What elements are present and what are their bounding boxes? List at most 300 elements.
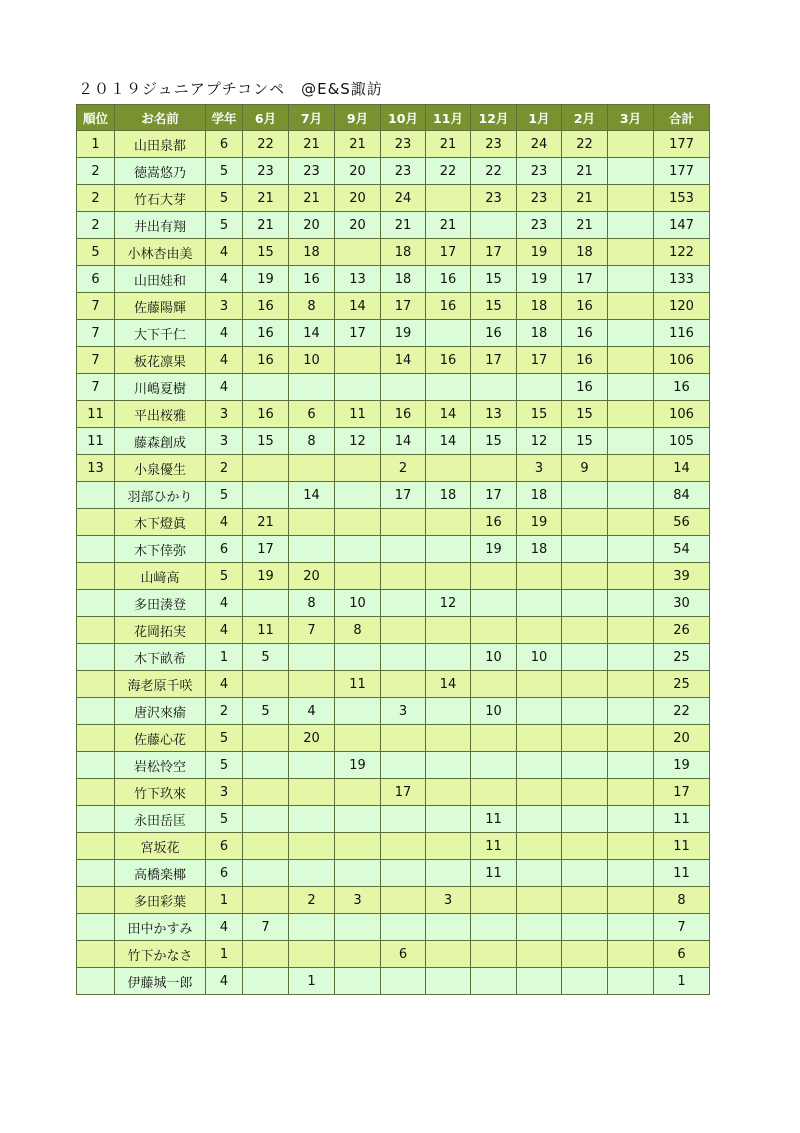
cell-oct: 19 bbox=[381, 320, 426, 347]
cell-mar bbox=[608, 563, 654, 590]
cell-nov: 16 bbox=[426, 266, 471, 293]
cell-mar bbox=[608, 698, 654, 725]
cell-name: 唐沢來瘉 bbox=[115, 698, 206, 725]
cell-jan: 18 bbox=[517, 293, 562, 320]
cell-jan bbox=[517, 374, 562, 401]
cell-grade: 4 bbox=[206, 509, 243, 536]
cell-rank bbox=[77, 779, 115, 806]
cell-oct bbox=[381, 509, 426, 536]
cell-grade: 3 bbox=[206, 293, 243, 320]
cell-sep: 14 bbox=[335, 293, 381, 320]
column-header-oct: 10月 bbox=[381, 105, 426, 131]
cell-rank: 7 bbox=[77, 320, 115, 347]
cell-jan bbox=[517, 590, 562, 617]
cell-nov bbox=[426, 509, 471, 536]
cell-total: 11 bbox=[654, 860, 710, 887]
column-header-name: お名前 bbox=[115, 105, 206, 131]
cell-rank: 11 bbox=[77, 428, 115, 455]
table-row bbox=[77, 482, 710, 509]
cell-jul bbox=[289, 671, 335, 698]
cell-feb: 21 bbox=[562, 158, 608, 185]
cell-jul: 20 bbox=[289, 212, 335, 239]
cell-nov: 16 bbox=[426, 293, 471, 320]
cell-rank bbox=[77, 833, 115, 860]
table-row bbox=[77, 536, 710, 563]
table-row bbox=[77, 887, 710, 914]
cell-oct bbox=[381, 671, 426, 698]
cell-jan: 12 bbox=[517, 428, 562, 455]
cell-oct bbox=[381, 725, 426, 752]
cell-jul: 18 bbox=[289, 239, 335, 266]
cell-rank bbox=[77, 752, 115, 779]
cell-jan: 15 bbox=[517, 401, 562, 428]
cell-oct bbox=[381, 968, 426, 995]
table-row bbox=[77, 617, 710, 644]
cell-total: 19 bbox=[654, 752, 710, 779]
cell-jun bbox=[243, 860, 289, 887]
cell-nov: 12 bbox=[426, 590, 471, 617]
cell-jun: 7 bbox=[243, 914, 289, 941]
cell-dec: 13 bbox=[471, 401, 517, 428]
cell-jun bbox=[243, 725, 289, 752]
cell-sep bbox=[335, 914, 381, 941]
cell-feb bbox=[562, 671, 608, 698]
cell-name: 伊藤城一郎 bbox=[115, 968, 206, 995]
cell-sep bbox=[335, 941, 381, 968]
cell-total: 11 bbox=[654, 833, 710, 860]
cell-nov bbox=[426, 833, 471, 860]
column-header-nov: 11月 bbox=[426, 105, 471, 131]
cell-nov bbox=[426, 617, 471, 644]
cell-jan: 23 bbox=[517, 212, 562, 239]
cell-mar bbox=[608, 752, 654, 779]
cell-dec: 19 bbox=[471, 536, 517, 563]
cell-sep bbox=[335, 833, 381, 860]
cell-name: 川嶋夏樹 bbox=[115, 374, 206, 401]
cell-dec bbox=[471, 914, 517, 941]
cell-dec bbox=[471, 617, 517, 644]
cell-mar bbox=[608, 941, 654, 968]
cell-sep: 3 bbox=[335, 887, 381, 914]
cell-feb bbox=[562, 779, 608, 806]
cell-nov: 14 bbox=[426, 671, 471, 698]
cell-jun bbox=[243, 941, 289, 968]
cell-grade: 1 bbox=[206, 941, 243, 968]
cell-rank bbox=[77, 887, 115, 914]
cell-feb bbox=[562, 752, 608, 779]
cell-sep: 19 bbox=[335, 752, 381, 779]
cell-jan: 18 bbox=[517, 482, 562, 509]
cell-dec: 16 bbox=[471, 320, 517, 347]
cell-jul: 8 bbox=[289, 428, 335, 455]
cell-grade: 4 bbox=[206, 266, 243, 293]
cell-name: 羽部ひかり bbox=[115, 482, 206, 509]
cell-jun: 21 bbox=[243, 212, 289, 239]
cell-jun bbox=[243, 590, 289, 617]
cell-sep: 11 bbox=[335, 401, 381, 428]
column-header-grade: 学年 bbox=[206, 105, 243, 131]
cell-sep bbox=[335, 563, 381, 590]
table-row bbox=[77, 131, 710, 158]
cell-oct: 2 bbox=[381, 455, 426, 482]
cell-jul bbox=[289, 914, 335, 941]
cell-rank: 1 bbox=[77, 131, 115, 158]
cell-feb bbox=[562, 617, 608, 644]
cell-nov: 14 bbox=[426, 401, 471, 428]
cell-jun: 21 bbox=[243, 185, 289, 212]
cell-oct: 14 bbox=[381, 428, 426, 455]
cell-name: 高橋楽椰 bbox=[115, 860, 206, 887]
cell-total: 116 bbox=[654, 320, 710, 347]
table-body bbox=[77, 131, 710, 995]
cell-feb bbox=[562, 914, 608, 941]
column-header-feb: 2月 bbox=[562, 105, 608, 131]
column-header-jul: 7月 bbox=[289, 105, 335, 131]
cell-total: 105 bbox=[654, 428, 710, 455]
cell-nov bbox=[426, 698, 471, 725]
column-header-total: 合計 bbox=[654, 105, 710, 131]
cell-nov bbox=[426, 185, 471, 212]
cell-sep bbox=[335, 779, 381, 806]
cell-grade: 6 bbox=[206, 860, 243, 887]
cell-dec: 11 bbox=[471, 806, 517, 833]
column-header-dec: 12月 bbox=[471, 105, 517, 131]
cell-rank: 7 bbox=[77, 347, 115, 374]
cell-dec bbox=[471, 374, 517, 401]
cell-name: 山田娃和 bbox=[115, 266, 206, 293]
cell-jan bbox=[517, 725, 562, 752]
cell-rank bbox=[77, 482, 115, 509]
cell-mar bbox=[608, 671, 654, 698]
cell-total: 56 bbox=[654, 509, 710, 536]
cell-feb: 16 bbox=[562, 374, 608, 401]
cell-grade: 4 bbox=[206, 914, 243, 941]
cell-dec: 17 bbox=[471, 239, 517, 266]
cell-total: 122 bbox=[654, 239, 710, 266]
cell-jun bbox=[243, 887, 289, 914]
cell-dec: 23 bbox=[471, 131, 517, 158]
cell-jun: 15 bbox=[243, 239, 289, 266]
table-row bbox=[77, 860, 710, 887]
cell-jan bbox=[517, 779, 562, 806]
cell-jul: 14 bbox=[289, 320, 335, 347]
cell-dec bbox=[471, 212, 517, 239]
cell-jan bbox=[517, 860, 562, 887]
table-row bbox=[77, 293, 710, 320]
cell-oct bbox=[381, 644, 426, 671]
cell-grade: 4 bbox=[206, 671, 243, 698]
cell-rank: 2 bbox=[77, 185, 115, 212]
cell-rank: 7 bbox=[77, 374, 115, 401]
cell-jan: 18 bbox=[517, 320, 562, 347]
cell-grade: 5 bbox=[206, 185, 243, 212]
cell-rank: 5 bbox=[77, 239, 115, 266]
cell-grade: 5 bbox=[206, 563, 243, 590]
cell-jan bbox=[517, 617, 562, 644]
cell-nov bbox=[426, 941, 471, 968]
cell-dec bbox=[471, 968, 517, 995]
cell-mar bbox=[608, 455, 654, 482]
cell-jan: 10 bbox=[517, 644, 562, 671]
cell-sep bbox=[335, 725, 381, 752]
cell-mar bbox=[608, 212, 654, 239]
cell-rank bbox=[77, 806, 115, 833]
cell-nov bbox=[426, 806, 471, 833]
cell-jan: 17 bbox=[517, 347, 562, 374]
cell-jun bbox=[243, 374, 289, 401]
cell-dec: 10 bbox=[471, 698, 517, 725]
cell-mar bbox=[608, 860, 654, 887]
cell-name: 平出桜雅 bbox=[115, 401, 206, 428]
cell-nov bbox=[426, 536, 471, 563]
cell-name: 花岡拓実 bbox=[115, 617, 206, 644]
cell-grade: 2 bbox=[206, 455, 243, 482]
cell-nov: 16 bbox=[426, 347, 471, 374]
cell-dec bbox=[471, 563, 517, 590]
cell-grade: 5 bbox=[206, 725, 243, 752]
cell-grade: 6 bbox=[206, 131, 243, 158]
cell-jul: 8 bbox=[289, 293, 335, 320]
cell-jan bbox=[517, 968, 562, 995]
cell-feb bbox=[562, 536, 608, 563]
cell-sep bbox=[335, 860, 381, 887]
cell-sep bbox=[335, 239, 381, 266]
cell-rank bbox=[77, 536, 115, 563]
table-row bbox=[77, 455, 710, 482]
cell-feb: 17 bbox=[562, 266, 608, 293]
cell-jul: 20 bbox=[289, 725, 335, 752]
cell-name: 竹石大芽 bbox=[115, 185, 206, 212]
table-row bbox=[77, 347, 710, 374]
cell-grade: 3 bbox=[206, 428, 243, 455]
cell-grade: 2 bbox=[206, 698, 243, 725]
cell-mar bbox=[608, 374, 654, 401]
cell-nov: 14 bbox=[426, 428, 471, 455]
cell-oct: 17 bbox=[381, 293, 426, 320]
cell-jun: 15 bbox=[243, 428, 289, 455]
cell-dec: 16 bbox=[471, 509, 517, 536]
cell-total: 177 bbox=[654, 131, 710, 158]
cell-oct: 24 bbox=[381, 185, 426, 212]
cell-jul bbox=[289, 644, 335, 671]
cell-oct: 23 bbox=[381, 158, 426, 185]
cell-mar bbox=[608, 617, 654, 644]
cell-name: 木下燈眞 bbox=[115, 509, 206, 536]
cell-total: 14 bbox=[654, 455, 710, 482]
cell-oct bbox=[381, 833, 426, 860]
cell-sep bbox=[335, 482, 381, 509]
cell-sep: 17 bbox=[335, 320, 381, 347]
cell-sep bbox=[335, 698, 381, 725]
cell-grade: 4 bbox=[206, 347, 243, 374]
cell-sep: 13 bbox=[335, 266, 381, 293]
cell-sep bbox=[335, 455, 381, 482]
table-row bbox=[77, 833, 710, 860]
cell-feb bbox=[562, 482, 608, 509]
cell-jan bbox=[517, 941, 562, 968]
cell-feb: 16 bbox=[562, 293, 608, 320]
cell-dec: 17 bbox=[471, 347, 517, 374]
header-row bbox=[77, 105, 710, 131]
cell-name: 木下倖弥 bbox=[115, 536, 206, 563]
cell-oct: 18 bbox=[381, 239, 426, 266]
table-row bbox=[77, 158, 710, 185]
cell-oct: 17 bbox=[381, 779, 426, 806]
cell-total: 16 bbox=[654, 374, 710, 401]
table-row bbox=[77, 779, 710, 806]
cell-feb bbox=[562, 725, 608, 752]
cell-jul bbox=[289, 455, 335, 482]
table-row bbox=[77, 374, 710, 401]
cell-nov: 21 bbox=[426, 131, 471, 158]
cell-rank bbox=[77, 509, 115, 536]
table-row bbox=[77, 752, 710, 779]
cell-oct: 6 bbox=[381, 941, 426, 968]
cell-grade: 5 bbox=[206, 212, 243, 239]
cell-sep bbox=[335, 509, 381, 536]
cell-rank bbox=[77, 644, 115, 671]
table-row bbox=[77, 509, 710, 536]
cell-oct: 18 bbox=[381, 266, 426, 293]
cell-feb: 15 bbox=[562, 428, 608, 455]
table-row bbox=[77, 590, 710, 617]
cell-sep: 20 bbox=[335, 158, 381, 185]
cell-jun: 16 bbox=[243, 320, 289, 347]
cell-total: 54 bbox=[654, 536, 710, 563]
cell-mar bbox=[608, 590, 654, 617]
cell-oct bbox=[381, 752, 426, 779]
cell-total: 120 bbox=[654, 293, 710, 320]
cell-name: 永田岳匡 bbox=[115, 806, 206, 833]
cell-grade: 4 bbox=[206, 374, 243, 401]
cell-total: 11 bbox=[654, 806, 710, 833]
cell-nov bbox=[426, 563, 471, 590]
cell-oct bbox=[381, 617, 426, 644]
cell-jun bbox=[243, 779, 289, 806]
cell-dec: 22 bbox=[471, 158, 517, 185]
cell-oct: 3 bbox=[381, 698, 426, 725]
cell-total: 39 bbox=[654, 563, 710, 590]
cell-grade: 4 bbox=[206, 590, 243, 617]
cell-feb: 16 bbox=[562, 320, 608, 347]
table-row bbox=[77, 941, 710, 968]
cell-jul: 21 bbox=[289, 185, 335, 212]
cell-sep: 8 bbox=[335, 617, 381, 644]
table-row bbox=[77, 671, 710, 698]
cell-feb bbox=[562, 698, 608, 725]
cell-rank bbox=[77, 968, 115, 995]
cell-mar bbox=[608, 158, 654, 185]
cell-jul bbox=[289, 374, 335, 401]
column-header-rank: 順位 bbox=[77, 105, 115, 131]
cell-nov: 17 bbox=[426, 239, 471, 266]
cell-mar bbox=[608, 806, 654, 833]
cell-dec bbox=[471, 779, 517, 806]
cell-mar bbox=[608, 833, 654, 860]
cell-rank bbox=[77, 725, 115, 752]
cell-mar bbox=[608, 347, 654, 374]
cell-mar bbox=[608, 914, 654, 941]
cell-jan: 19 bbox=[517, 239, 562, 266]
cell-grade: 3 bbox=[206, 401, 243, 428]
cell-jul: 1 bbox=[289, 968, 335, 995]
cell-name: 小泉優生 bbox=[115, 455, 206, 482]
cell-name: 佐藤心花 bbox=[115, 725, 206, 752]
cell-feb bbox=[562, 590, 608, 617]
cell-dec bbox=[471, 941, 517, 968]
cell-jan: 24 bbox=[517, 131, 562, 158]
cell-jan bbox=[517, 671, 562, 698]
cell-jul: 23 bbox=[289, 158, 335, 185]
cell-rank: 11 bbox=[77, 401, 115, 428]
cell-sep bbox=[335, 806, 381, 833]
cell-grade: 5 bbox=[206, 482, 243, 509]
table-row bbox=[77, 698, 710, 725]
table-row bbox=[77, 914, 710, 941]
cell-rank bbox=[77, 860, 115, 887]
cell-jun bbox=[243, 806, 289, 833]
cell-rank: 7 bbox=[77, 293, 115, 320]
cell-jul bbox=[289, 509, 335, 536]
cell-jun: 16 bbox=[243, 401, 289, 428]
cell-mar bbox=[608, 428, 654, 455]
cell-dec: 23 bbox=[471, 185, 517, 212]
cell-dec: 17 bbox=[471, 482, 517, 509]
cell-rank: 2 bbox=[77, 212, 115, 239]
cell-total: 17 bbox=[654, 779, 710, 806]
cell-total: 8 bbox=[654, 887, 710, 914]
cell-feb: 22 bbox=[562, 131, 608, 158]
cell-nov bbox=[426, 374, 471, 401]
cell-dec: 11 bbox=[471, 833, 517, 860]
cell-total: 106 bbox=[654, 401, 710, 428]
cell-feb: 21 bbox=[562, 212, 608, 239]
cell-jul bbox=[289, 779, 335, 806]
cell-total: 6 bbox=[654, 941, 710, 968]
cell-rank bbox=[77, 671, 115, 698]
cell-grade: 1 bbox=[206, 644, 243, 671]
cell-jun: 5 bbox=[243, 698, 289, 725]
cell-jan bbox=[517, 806, 562, 833]
cell-total: 177 bbox=[654, 158, 710, 185]
cell-feb bbox=[562, 644, 608, 671]
table-row bbox=[77, 320, 710, 347]
standings-table bbox=[76, 104, 710, 995]
cell-jul bbox=[289, 806, 335, 833]
cell-total: 147 bbox=[654, 212, 710, 239]
cell-name: 佐藤陽輝 bbox=[115, 293, 206, 320]
table-row bbox=[77, 644, 710, 671]
cell-rank bbox=[77, 698, 115, 725]
cell-sep: 10 bbox=[335, 590, 381, 617]
cell-jun bbox=[243, 752, 289, 779]
cell-total: 133 bbox=[654, 266, 710, 293]
cell-jan: 19 bbox=[517, 266, 562, 293]
cell-feb bbox=[562, 833, 608, 860]
cell-total: 7 bbox=[654, 914, 710, 941]
cell-jan bbox=[517, 914, 562, 941]
cell-jan bbox=[517, 752, 562, 779]
cell-sep: 20 bbox=[335, 185, 381, 212]
cell-rank: 13 bbox=[77, 455, 115, 482]
cell-jun: 17 bbox=[243, 536, 289, 563]
cell-grade: 5 bbox=[206, 806, 243, 833]
cell-total: 153 bbox=[654, 185, 710, 212]
cell-rank bbox=[77, 941, 115, 968]
cell-total: 25 bbox=[654, 644, 710, 671]
cell-jul bbox=[289, 833, 335, 860]
cell-name: 海老原千咲 bbox=[115, 671, 206, 698]
